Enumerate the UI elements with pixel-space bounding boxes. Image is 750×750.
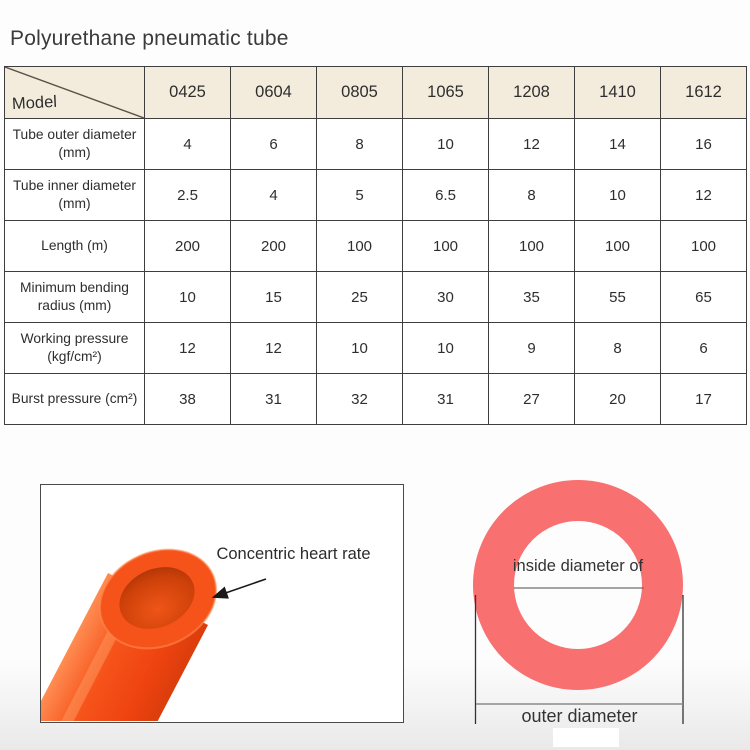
model-corner-label: Model xyxy=(11,92,58,114)
model-header-cell: 1208 xyxy=(489,67,575,119)
spec-value-cell: 8 xyxy=(489,170,575,221)
spec-value-cell: 8 xyxy=(317,119,403,170)
inside-diameter-label: inside diameter of xyxy=(512,557,644,575)
spec-value-cell: 100 xyxy=(317,221,403,272)
spec-value-cell: 2.5 xyxy=(145,170,231,221)
spec-value-cell: 12 xyxy=(145,323,231,374)
spec-value-cell: 10 xyxy=(403,119,489,170)
spec-value-cell: 8 xyxy=(575,323,661,374)
spec-value-cell: 14 xyxy=(575,119,661,170)
spec-value-cell: 31 xyxy=(231,374,317,425)
spec-value-cell: 100 xyxy=(403,221,489,272)
spec-value-cell: 10 xyxy=(403,323,489,374)
spec-value-cell: 20 xyxy=(575,374,661,425)
spec-value-cell: 4 xyxy=(145,119,231,170)
spec-value-cell: 9 xyxy=(489,323,575,374)
spec-value-cell: 200 xyxy=(145,221,231,272)
spec-row-label: Working pressure (kgf/cm²) xyxy=(5,323,145,374)
spec-value-cell: 16 xyxy=(661,119,747,170)
spec-row-label: Burst pressure (cm²) xyxy=(5,374,145,425)
spec-table xyxy=(4,66,747,425)
white-patch xyxy=(553,728,619,747)
spec-value-cell: 5 xyxy=(317,170,403,221)
tube-photo-illustration xyxy=(41,485,402,721)
spec-value-cell: 6 xyxy=(231,119,317,170)
spec-value-cell: 10 xyxy=(575,170,661,221)
model-header-cell: 0604 xyxy=(231,67,317,119)
outer-diameter-label: outer diameter xyxy=(521,706,638,726)
spec-value-cell: 38 xyxy=(145,374,231,425)
spec-row-label: Tube outer diameter (mm) xyxy=(5,119,145,170)
spec-value-cell: 6.5 xyxy=(403,170,489,221)
spec-value-cell: 17 xyxy=(661,374,747,425)
model-header-cell: 0425 xyxy=(145,67,231,119)
spec-value-cell: 25 xyxy=(317,272,403,323)
spec-value-cell: 6 xyxy=(661,323,747,374)
model-header-cell: 0805 xyxy=(317,67,403,119)
spec-value-cell: 100 xyxy=(489,221,575,272)
tube-photo-frame xyxy=(40,484,404,723)
spec-value-cell: 10 xyxy=(145,272,231,323)
spec-value-cell: 65 xyxy=(661,272,747,323)
spec-value-cell: 15 xyxy=(231,272,317,323)
spec-value-cell: 31 xyxy=(403,374,489,425)
page-title: Polyurethane pneumatic tube xyxy=(10,27,289,50)
model-corner-cell xyxy=(5,67,145,119)
spec-value-cell: 32 xyxy=(317,374,403,425)
model-header-cell: 1410 xyxy=(575,67,661,119)
ring-shape xyxy=(494,501,663,670)
spec-row-label: Minimum bending radius (mm) xyxy=(5,272,145,323)
annotation-arrow-icon xyxy=(214,579,266,597)
spec-value-cell: 200 xyxy=(231,221,317,272)
spec-value-cell: 12 xyxy=(489,119,575,170)
spec-value-cell: 10 xyxy=(317,323,403,374)
model-header-cell: 1065 xyxy=(403,67,489,119)
spec-value-cell: 30 xyxy=(403,272,489,323)
spec-value-cell: 35 xyxy=(489,272,575,323)
spec-value-cell: 12 xyxy=(661,170,747,221)
spec-value-cell: 100 xyxy=(575,221,661,272)
spec-value-cell: 100 xyxy=(661,221,747,272)
spec-row-label: Length (m) xyxy=(5,221,145,272)
spec-value-cell: 55 xyxy=(575,272,661,323)
spec-value-cell: 4 xyxy=(231,170,317,221)
model-header-cell: 1612 xyxy=(661,67,747,119)
spec-value-cell: 12 xyxy=(231,323,317,374)
spec-row-label: Tube inner diameter (mm) xyxy=(5,170,145,221)
tube-annotation-label: Concentric heart rate xyxy=(216,545,371,563)
spec-value-cell: 27 xyxy=(489,374,575,425)
